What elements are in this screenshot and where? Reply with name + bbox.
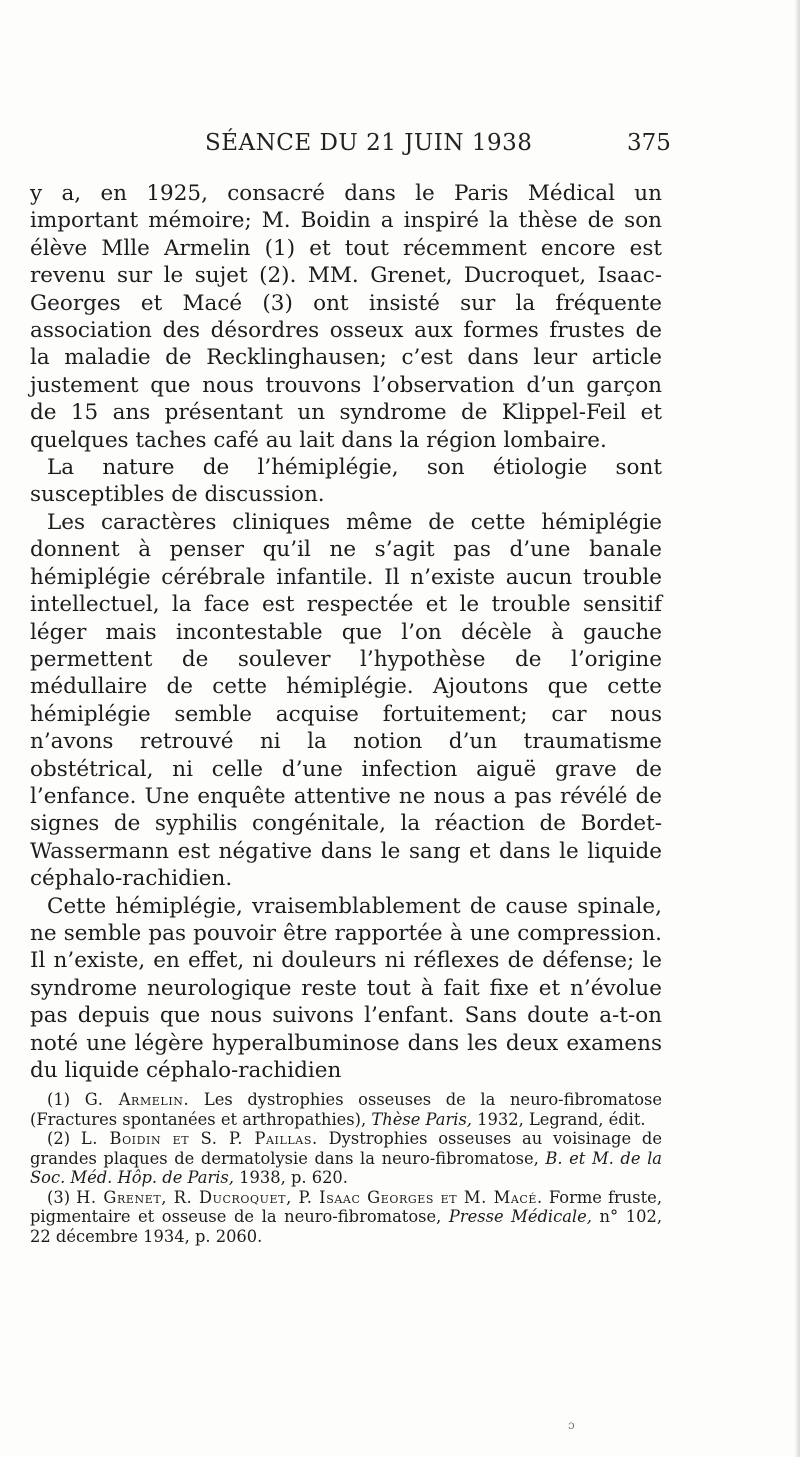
running-head: SÉANCE DU 21 JUIN 1938 [205,130,533,156]
footnote-tail: n° 102, 22 décembre 1934, p. 2060. [30,1207,662,1246]
page-number: 375 [627,130,671,156]
paragraph-1: y a, en 1925, consacré dans le Paris Médical un important mémoire; M. Boidin a inspiré la thèse de son élève Mlle Armelin (1) et tout récemment encore est revenu sur le sujet (2). MM. Grenet, Ducroquet, Isaac-Georges et Macé (3) ont insisté sur la fréquente association des désordres osseux aux formes frustes de la maladie de Recklinghausen; c’est dans leur article justement que nous trouvons l’observation d’un garçon de 15 ans présentant un syndrome de Klippel-Feil et quelques taches café au lait dans la région lombaire. [30,181,662,453]
footnote-tail: 1932, Legrand, édit. [477,1109,646,1129]
footnote-3 [30,1188,662,1247]
footnote-text: Forme fruste, pigmentaire et osseuse de la neuro-fibromatose, [30,1187,662,1226]
paragraph-4: Cette hémiplégie, vraisemblablement de cause spinale, ne semble pas pouvoir être rapportée à une compression. Il n’existe, en effet, ni douleurs ni réflexes de défense; le syndrome neurologique reste tout à fait fixe et n’évolue pas depuis que nous suivons l’enfant. Sans doute a-t-on noté une légère hyperalbuminose dans les deux examens du liquide céphalo-rachidien [30,893,662,1083]
paragraph-3: Les caractères cliniques même de cette hémiplégie donnent à penser qu’il ne s’agit pas d’une banale hémiplégie cérébrale infantile. Il n’existe aucun trouble intellectuel, la face est respectée et le trouble sensitif léger mais incontestable que l’on décèle à gauche permettent de soulever l’hypothèse de l’origine médullaire de cette hémiplégie. Ajoutons que cette hémiplégie semble acquise fortuitement; car nous n’avons retrouvé ni la notion d’un traumatisme obstétrical, ni celle d’une infection aiguë grave de l’enfance. Une enquête attentive ne nous a pas révélé de signes de syphilis congénitale, la réaction de Bordet-Wassermann est négative dans le sang et dans le liquide céphalo-rachidien. [30,509,662,892]
footnote-author: H. Grenet, R. Ducroquet, P. Isaac Georges et M. Macé. [76,1187,543,1207]
paragraph-2: La nature de l’hémiplégie, son étiologie sont susceptibles de discussion. [30,455,662,508]
footnote-source: Thèse Paris, [371,1109,472,1129]
page-header [0,130,800,170]
footnote-author: L. Boidin et S. P. Paillas. [80,1129,318,1148]
footnote-author: G. Armelin. [84,1090,190,1109]
footnote-2 [30,1129,662,1188]
footnotes [30,1090,662,1246]
footnote-text: Dystrophies osseuses au voisinage de grandes plaques de dermatolysie dans la neuro-fibromatose, [30,1129,662,1168]
footnote-tail: 1938, p. 620. [239,1168,348,1187]
footnote-1 [30,1090,662,1129]
footnote-source: B. et M. de la Soc. Méd. Hôp. de Paris, [30,1148,662,1187]
footnote-marker: (3) [47,1187,71,1207]
footnote-text: Les dystrophies osseuses de la neuro-fibromatose (Fractures spontanées et arthropathies), [30,1090,662,1129]
footnote-marker: (2) [47,1129,71,1148]
page-edge-shadow [794,0,800,1457]
footnote-source: Presse Médicale, [448,1207,592,1226]
stray-mark: ɔ [568,1418,575,1432]
body-text [30,180,662,1084]
footnote-marker: (1) [47,1090,71,1109]
